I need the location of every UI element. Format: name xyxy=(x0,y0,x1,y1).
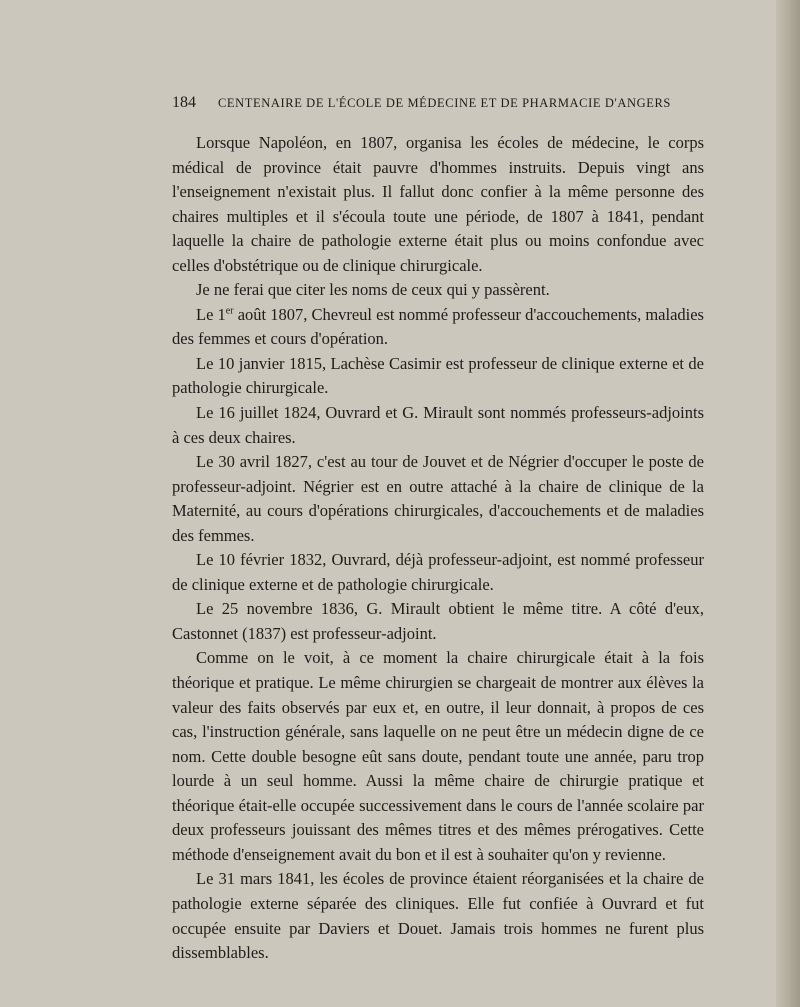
paragraph-10 xyxy=(172,867,704,965)
paragraph-10-text: Le 31 mars 1841, les écoles de province étaient réorganisées et la chaire de pathologie externe séparée des cliniques. Elle fut confiée à Ouvrard et fut occupée ensuite par Daviers et Douet. Jamais trois hommes ne furent plus dissemblables. xyxy=(172,869,704,963)
paragraph-7 xyxy=(172,548,704,597)
paragraph-5-text: Le 16 juillet 1824, Ouvrard et G. Mirault sont nommés professeurs-adjoints à ces deux chaires. xyxy=(172,403,704,447)
paragraph-6-text: Le 30 avril 1827, c'est au tour de Jouvet et de Négrier d'occuper le poste de professeur-adjoint. Négrier est en outre attaché à la chaire de clinique de la Maternité, au cours d'opérations chirurgicales, d'accouchements et de maladies des femmes. xyxy=(172,452,704,545)
paragraph-2 xyxy=(172,278,704,303)
paragraph-4 xyxy=(172,352,704,401)
paragraph-9-text: Comme on le voit, à ce moment la chaire chirurgicale était à la fois théorique et pratique. Le même chirurgien se chargeait de montrer aux élèves la valeur des faits observés par eux et, en outre, il leur donnait, à propos de ces cas, l'instruction générale, sans laquelle on ne peut être un médecin digne de ce nom. Cette double besogne eût sans doute, pendant toute une année, paru trop lourde à un seul homme. Aussi la même chaire de chirurgie pratique et théorique était-elle occupée successivement dans le cours de l'année scolaire par deux professeurs jouissant des mêmes titres et des mêmes prérogatives. Cette méthode d'enseignement avait du bon et il est à souhaiter qu'on y revienne. xyxy=(172,648,704,864)
paragraph-5 xyxy=(172,401,704,450)
paragraph-8 xyxy=(172,597,704,646)
paragraph-3-superscript: er xyxy=(225,305,234,317)
paragraph-3-date-rest: août 1807, xyxy=(233,304,312,324)
paragraph-4-text: Le 10 janvier 1815, Lachèse Casimir est professeur de clinique externe et de pathologie chirurgicale. xyxy=(172,353,704,398)
running-head xyxy=(172,94,704,114)
paragraph-7-text: Le 10 février 1832, Ouvrard, déjà professeur-adjoint, est nommé professeur de clinique externe et de pathologie chirurgicale. xyxy=(172,550,704,594)
paragraph-6 xyxy=(172,450,704,548)
page-edge-shadow xyxy=(776,0,800,1007)
paragraph-8-text: Le 25 novembre 1836, G. Mirault obtient le même titre. A côté d'eux, Castonnet (1837) est professeur-adjoint. xyxy=(172,599,704,643)
paragraph-2-text: Je ne ferai que citer les noms de ceux qui y passèrent. xyxy=(196,280,550,300)
paragraph-1-text: Lorsque Napoléon, en 1807, organisa les écoles de médecine, le corps médical de province était pauvre d'hommes instruits. Depuis vingt ans l'enseignement n'existait plus. Il fallut donc confier à la même personne des chaires multiples et il s'écoula toute une période, de 1807 à 1841, pendant laquelle la chaire de pathologie externe était plus ou moins confondue avec celles d'obstétrique ou de clinique chirurgicale. xyxy=(172,133,704,275)
paragraph-3-text: Chevreul est nommé professeur d'accouchements, maladies des femmes et cours d'opération. xyxy=(172,304,704,349)
page-number: 184 xyxy=(172,94,196,111)
paragraph-3-date-prefix: Le 1 xyxy=(196,304,226,324)
paragraph-9 xyxy=(172,646,704,867)
paragraph-3 xyxy=(172,303,704,352)
body-text xyxy=(172,131,704,966)
running-title: CENTENAIRE DE L'ÉCOLE DE MÉDECINE ET DE PHARMACIE D'ANGERS xyxy=(218,96,671,110)
paragraph-1 xyxy=(172,131,704,278)
